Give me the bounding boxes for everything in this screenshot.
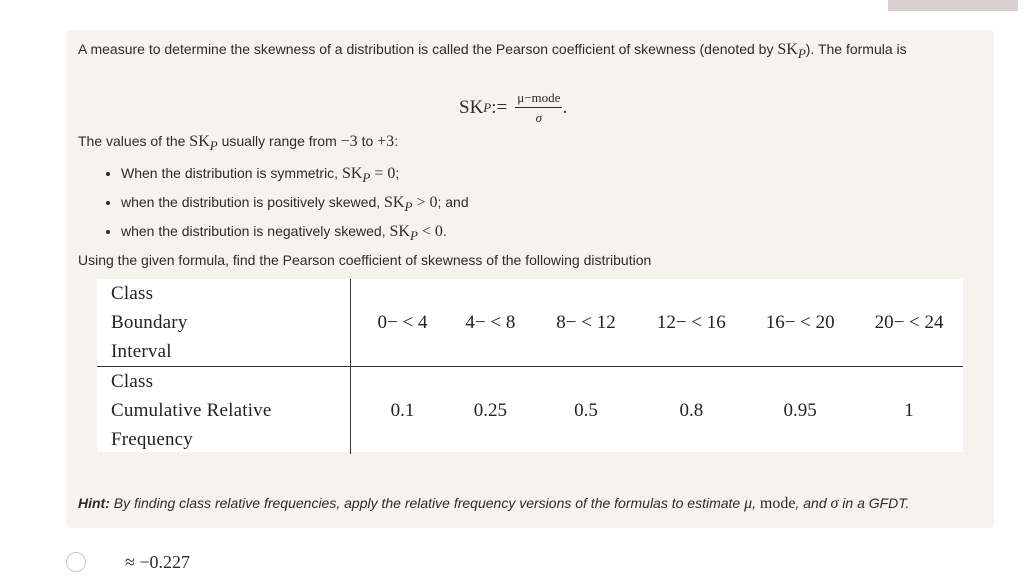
range-text: The values of the — [78, 133, 190, 149]
bullet-text: when the distribution is positively skewed, — [121, 194, 385, 210]
frequency-cell: 0.25 — [473, 399, 507, 421]
range-middle: usually range from — [217, 133, 341, 149]
header-line: Interval — [111, 341, 172, 362]
frequency-cell: 0.1 — [390, 399, 415, 421]
interval-cell: 8− < 12 — [535, 279, 638, 367]
bullet-sk: SK — [384, 194, 405, 211]
hint-sigma: σ — [830, 495, 839, 512]
bullet-math — [389, 223, 443, 243]
question-text: Using the given formula, find the Pearson coefficient of skewness of the following distribution — [78, 252, 652, 268]
bullet-sub: P — [362, 170, 371, 185]
bullet-sk: SK — [389, 223, 410, 240]
interval-cell: 12− < 16 — [637, 279, 745, 367]
table-row — [97, 367, 963, 455]
row-header-boundary — [97, 279, 350, 367]
bullet-sk: SK — [341, 165, 363, 182]
formula-fraction — [515, 90, 562, 126]
intro-paragraph — [78, 38, 978, 65]
intro-text: A measure to determine the skewness of a distribution is called the Pearson coefficient of skewness (denoted by — [78, 41, 778, 57]
range-sk — [189, 133, 218, 153]
formula-lhs: SK — [459, 97, 484, 118]
formula-subscript: P — [483, 100, 492, 115]
sk-symbol — [777, 41, 806, 61]
list-item — [121, 190, 469, 219]
hint-sep: , and — [795, 495, 831, 511]
formula-end: . — [562, 97, 568, 118]
distribution-table — [97, 279, 963, 452]
sk-subscript: P — [797, 46, 806, 61]
range-to: to — [357, 133, 378, 149]
range-high: +3 — [377, 133, 395, 150]
bullet-text: When the distribution is symmetric, — [121, 165, 342, 181]
bullet-tail: ; and — [437, 194, 469, 210]
header-line: Frequency — [111, 429, 193, 450]
frequency-cell: 0.5 — [574, 399, 598, 421]
bullet-relation: < 0 — [417, 223, 443, 240]
interval-cell: 0− < 4 — [350, 279, 446, 367]
interval-cell: 20− < 24 — [855, 279, 963, 367]
hint-label: Hint: — [78, 495, 110, 511]
header-line: Class — [111, 283, 154, 304]
sk-label: SK — [777, 41, 798, 58]
formula-numerator: μ−mode — [515, 90, 562, 108]
frequency-cell: 0.8 — [679, 399, 704, 421]
frequency-cell: 1 — [904, 399, 914, 421]
hint-text: By finding class relative frequencies, apply the relative frequency versions of the formulas to estimate — [109, 495, 745, 511]
interval-cell: 16− < 20 — [745, 279, 855, 367]
range-sk-label: SK — [189, 133, 210, 150]
bullet-tail: . — [442, 223, 447, 239]
bullet-sub: P — [404, 199, 413, 214]
hint-mu: μ — [744, 495, 753, 512]
hint-mode: mode — [759, 495, 796, 512]
condition-list — [102, 161, 469, 248]
bullet-text: when the distribution is negatively skewed, — [121, 223, 390, 239]
bullet-relation: = 0 — [370, 165, 396, 182]
header-line: Cumulative Relative — [111, 400, 272, 421]
top-tab — [888, 0, 1018, 11]
formula-denominator: σ — [535, 110, 543, 125]
answer-radio-button[interactable] — [66, 552, 86, 572]
hint-sep: , — [752, 495, 760, 511]
intro-text-end: ). The formula is — [805, 41, 907, 57]
formula — [459, 88, 567, 128]
answer-option-label[interactable]: ≈ −0.227 — [125, 552, 191, 572]
interval-cell: 4− < 8 — [446, 279, 534, 367]
formula-assign: := — [491, 97, 508, 118]
range-colon: : — [394, 133, 399, 149]
range-sk-subscript: P — [209, 138, 218, 153]
bullet-sub: P — [409, 228, 418, 243]
frequency-cell: 0.95 — [783, 399, 817, 421]
bullet-math — [341, 165, 396, 185]
bullet-math — [384, 194, 438, 214]
header-line: Boundary — [111, 312, 188, 333]
row-header-frequency — [97, 367, 350, 455]
list-item — [121, 161, 469, 190]
list-item — [121, 219, 469, 248]
bullet-relation: > 0 — [412, 194, 438, 211]
hint-end: in a GFDT. — [838, 495, 910, 511]
range-low: −3 — [340, 133, 358, 150]
table-row — [97, 279, 963, 367]
range-paragraph — [78, 130, 398, 157]
question-card — [66, 30, 994, 528]
bullet-tail: ; — [395, 165, 400, 181]
hint — [78, 492, 909, 515]
header-line: Class — [111, 371, 154, 392]
